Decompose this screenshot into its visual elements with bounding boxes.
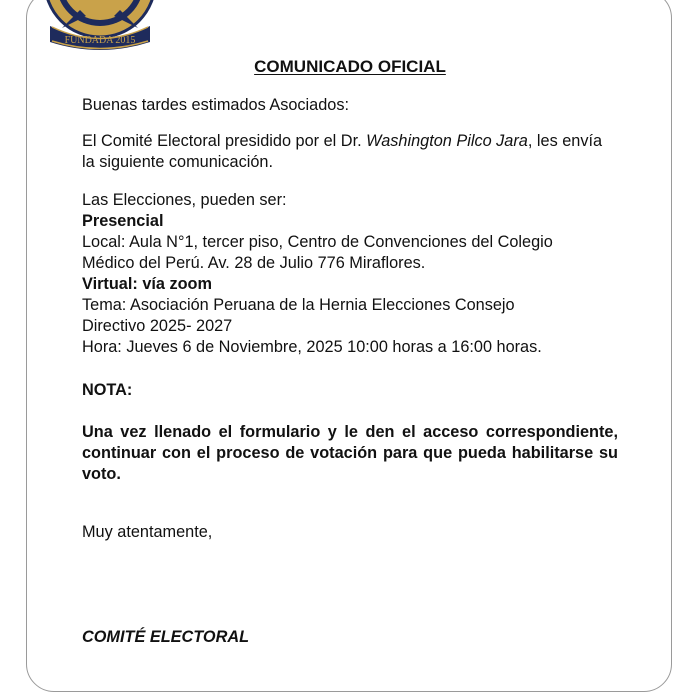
nota-text: Una vez llenado el formulario y le den el acceso correspondiente, continuar con el proceso de votación para que pueda habilitarse su voto. bbox=[82, 423, 618, 483]
intro-after: , les envía la siguiente comunicación. bbox=[82, 132, 603, 171]
local-line-1: Local: Aula N°1, tercer piso, Centro de Convenciones del Colegio bbox=[82, 233, 553, 251]
closing-text: Muy atentamente, bbox=[82, 523, 213, 541]
association-logo bbox=[42, 0, 158, 50]
document-title: COMUNICADO OFICIAL bbox=[254, 57, 446, 76]
nota-label: NOTA: bbox=[82, 381, 133, 399]
election-details bbox=[82, 190, 618, 358]
hora-line: Hora: Jueves 6 de Noviembre, 2025 10:00 horas a 16:00 horas. bbox=[82, 338, 542, 356]
intro-paragraph bbox=[82, 131, 618, 173]
details-lead: Las Elecciones, pueden ser: bbox=[82, 191, 287, 209]
presencial-label: Presencial bbox=[82, 212, 164, 230]
greeting-text: Buenas tardes estimados Asociados: bbox=[82, 96, 349, 114]
signature: COMITÉ ELECTORAL bbox=[82, 628, 250, 646]
local-line-2: Médico del Perú. Av. 28 de Julio 776 Miraflores. bbox=[82, 254, 426, 272]
tema-line-1: Tema: Asociación Peruana de la Hernia Elecciones Consejo bbox=[82, 296, 515, 314]
president-name: Washington Pilco Jara bbox=[366, 132, 528, 150]
virtual-label: Virtual: vía zoom bbox=[82, 275, 212, 293]
logo-banner-text: FUNDADA 2015 bbox=[64, 35, 136, 46]
tema-line-2: Directivo 2025- 2027 bbox=[82, 317, 233, 335]
intro-before: El Comité Electoral presidido por el Dr. bbox=[82, 132, 367, 150]
